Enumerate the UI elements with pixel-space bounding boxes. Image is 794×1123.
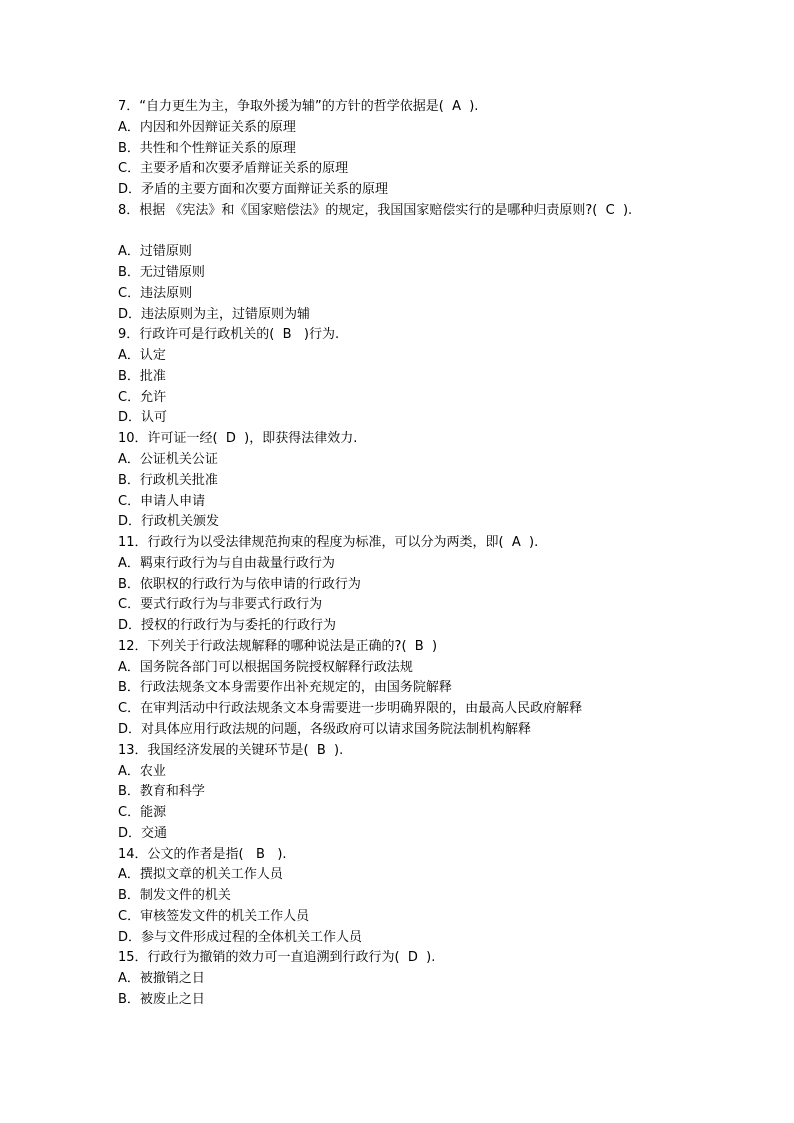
option-line: A．过错原则 [118,244,192,260]
option-line: C．能源 [118,805,167,821]
option-line: B．教育和科学 [118,784,205,800]
option-line: B．批准 [118,368,166,384]
option-line: B．被废止之日 [118,991,205,1007]
question-line: 8．根据 《宪法》和《国家赔偿法》的规定，我国国家赔偿实行的是哪种归责原则?( C ). [118,202,633,218]
option-line: B．行政机关批准 [118,472,218,488]
option-line: C．审核签发文件的机关工作人员 [118,908,310,924]
option-line: D．违法原则为主，过错原则为辅 [118,306,311,322]
option-line: A．羁束行政行为与自由裁量行政行为 [118,555,335,571]
option-line: D．对具体应用行政法规的问题，各级政府可以请求国务院法制机构解释 [118,721,532,737]
option-line: B．依职权的行政行为与依申请的行政行为 [118,576,361,592]
question-line: 11．行政行为以受法律规范拘束的程度为标准，可以分为两类，即( A ). [118,535,539,551]
option-line: C．要式行政行为与非要式行政行为 [118,597,323,613]
question-line: 14．公文的作者是指( B ). [118,846,287,862]
option-line: C．在审判活动中行政法规条文本身需要进一步明确界限的，由最高人民政府解释 [118,701,583,717]
option-line: D．授权的行政行为与委托的行政行为 [118,618,337,634]
option-line: A．认定 [118,348,166,364]
question-line: 15．行政行为撤销的效力可一直追溯到行政行为( D ). [118,950,436,966]
question-line: 7．“自力更生为主，争取外援为辅”的方针的哲学依据是( A ). [118,99,479,114]
blank-line [118,222,718,243]
option-line: A．被撤销之日 [118,971,205,987]
question-line: 9．行政许可是行政机关的( B )行为. [118,327,340,343]
option-line: B．共性和个性辩证关系的原理 [118,140,296,156]
option-line: C．主要矛盾和次要矛盾辩证关系的原理 [118,161,349,177]
option-line: A．公证机关公证 [118,452,218,468]
option-line: A．农业 [118,763,166,779]
option-line: D．认可 [118,410,168,426]
option-line: A．撰拟文章的机关工作人员 [118,867,283,883]
option-line: D．参与文件形成过程的全体机关工作人员 [118,929,363,945]
option-line: C．申请人申请 [118,493,206,509]
question-line: 12．下列关于行政法规解释的哪种说法是正确的?( B ) [118,638,438,654]
option-line: B．无过错原则 [118,265,205,281]
option-line: C．允许 [118,389,167,405]
option-line: B．制发文件的机关 [118,888,231,904]
option-line: D．行政机关颁发 [118,514,220,530]
option-line: A．内因和外因辩证关系的原理 [118,119,296,135]
question-line: 10．许可证一经( D )，即获得法律效力. [118,431,358,447]
document-page [118,97,718,1011]
option-line: D．交通 [118,825,168,841]
option-line: D．矛盾的主要方面和次要方面辩证关系的原理 [118,182,389,198]
option-line: B．行政法规条文本身需要作出补充规定的，由国务院解释 [118,680,452,696]
option-line: A．国务院各部门可以根据国务院授权解释行政法规 [118,659,413,675]
question-line: 13．我国经济发展的关键环节是( B ). [118,742,344,758]
option-line: C．违法原则 [118,285,193,301]
